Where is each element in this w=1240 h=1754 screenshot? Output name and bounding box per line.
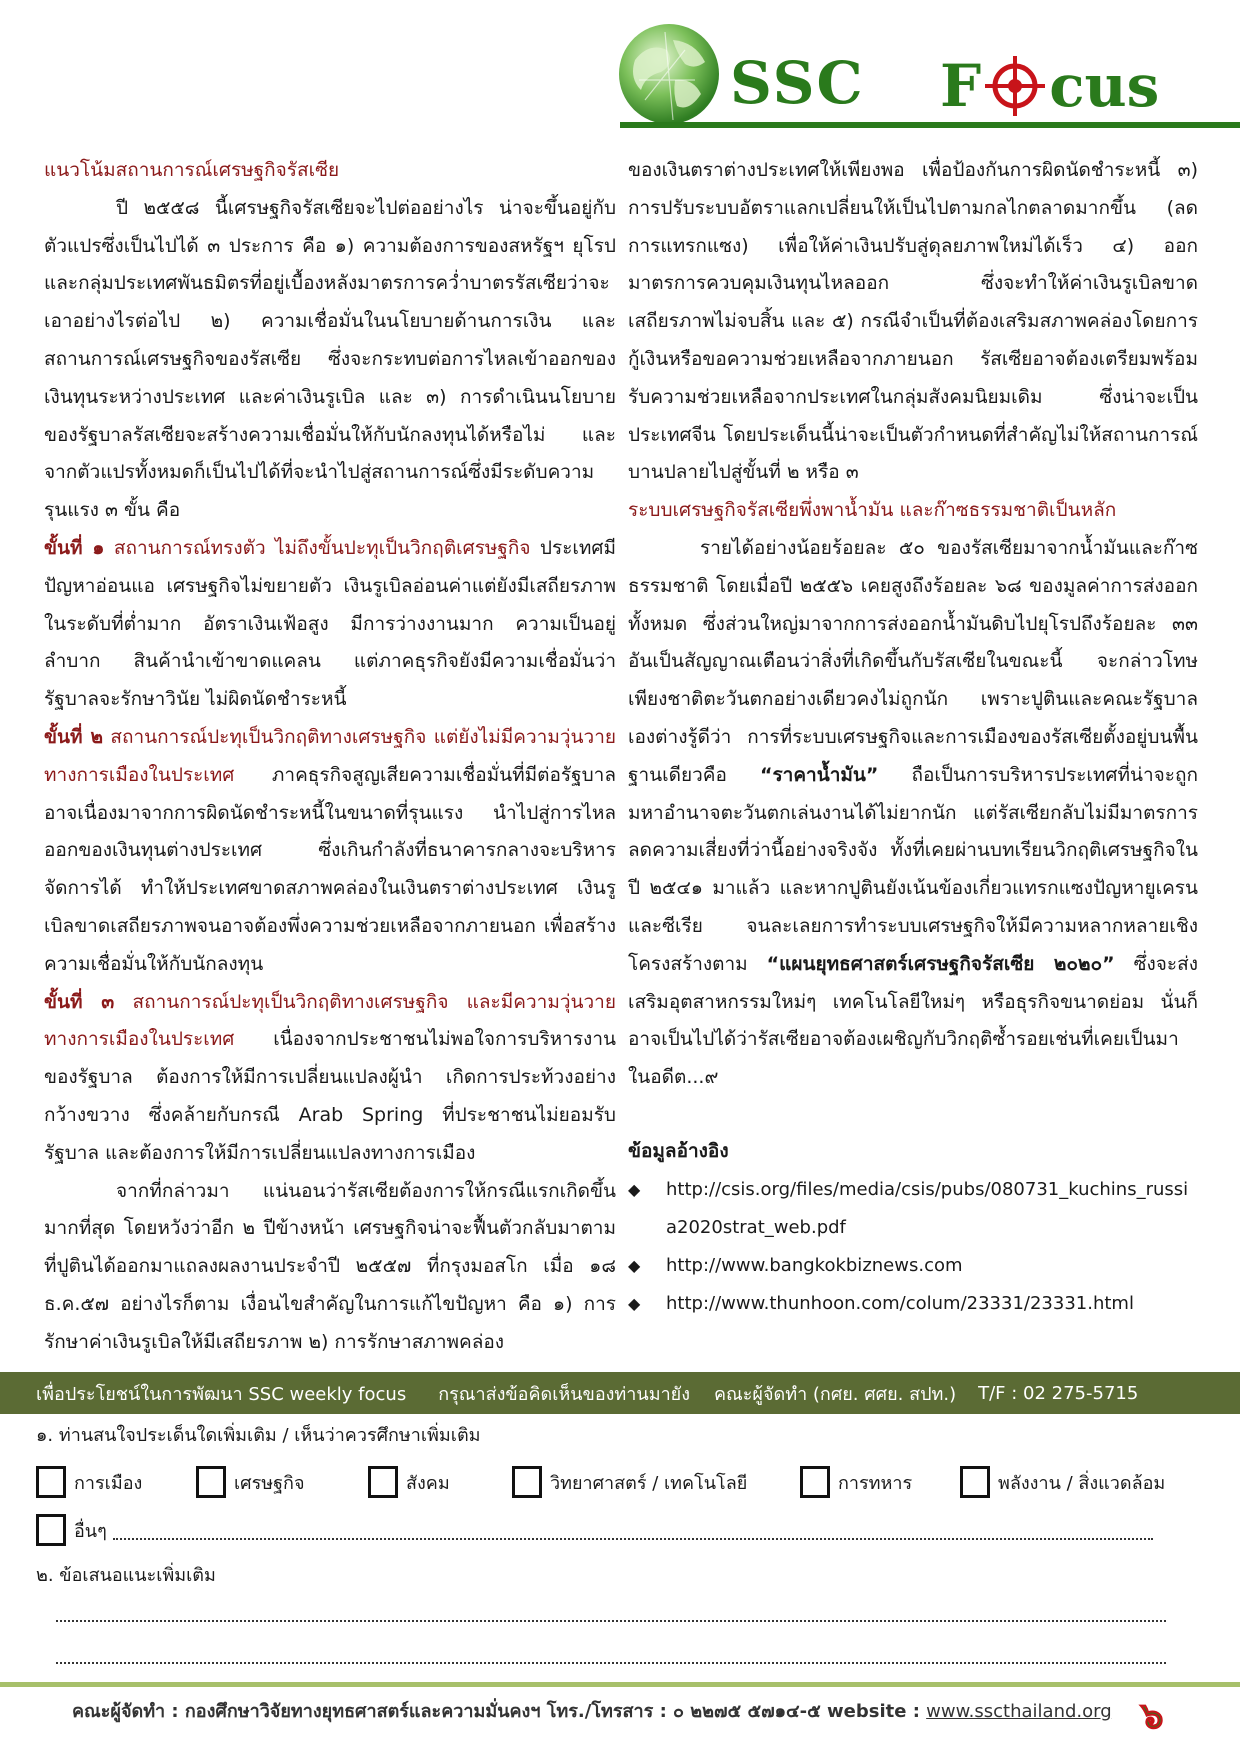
stage-2-text: ภาคธุรกิจสูญเสียความเชื่อมั่นที่มีต่อรัฐบาล อาจเนื่องมาจากการผิดนัดชำระหนี้ในขนาดที่รุนแรง นำไปสู่การไหลออกของเงินทุนต่างประเทศ ซึ่งเกินกำลังที่ธนาคารกลางจะบริหารจัดการได้ ทำให้ประเทศขาดสภาพคล่องในเงินตราต่างประเทศ เงินรูเบิลขาดเสถียรภาพจนอาจต้องพึ่งความช่วยเหลือจากภายนอก เพื่อสร้างความเชื่อมั่นให้กับนักลงทุน — [44, 763, 616, 975]
option-economy[interactable] — [196, 1466, 305, 1498]
stage-2-label: ขั้นที่ ๒ — [44, 725, 103, 748]
oil-quote-price: “ราคาน้ำมัน” — [759, 763, 879, 786]
diamond-bullet-icon: ◆ — [628, 1179, 641, 1199]
checkbox[interactable] — [960, 1466, 990, 1498]
oil-paragraph — [628, 530, 1198, 1097]
footer-contact: คณะผู้จัดทำ : กองศึกษาวิจัยทางยุทธศาสตร์และความมั่นคงฯ โทร./โทรสาร : ๐ ๒๒๗๕ ๕๗๑๔-๕ website : — [72, 1701, 927, 1722]
option-society[interactable] — [368, 1466, 450, 1498]
footer — [72, 1696, 1112, 1725]
stage-1-text: ประเทศมีปัญหาอ่อนแอ เศรษฐกิจไม่ขยายตัว เงินรูเบิลอ่อนค่าแต่ยังมีเสถียรภาพในระดับที่ต่ำมาก อัตราเงินเฟ้อสูง มีการว่างงานมาก ความเป็นอยู่ลำบาก สินค้านำเข้าขาดแคลน แต่ภาคธุรกิจยังมีความเชื่อมั่นว่ารัฐบาลจะรักษาวินัย ไม่ผิดนัดชำระหนี้ — [44, 536, 616, 711]
feedback-team: คณะผู้จัดทำ (กศย. ศศย. สปท.) — [714, 1383, 957, 1405]
reference-link[interactable]: http://csis.org/files/media/csis/pubs/080731_kuchins_russia2020strat_web.pdf — [666, 1178, 1189, 1238]
checkbox[interactable] — [36, 1466, 66, 1498]
option-science[interactable] — [512, 1466, 747, 1498]
reference-item — [628, 1247, 1198, 1285]
brand-focus — [940, 54, 1159, 118]
feedback-request: กรุณาส่งข้อคิดเห็นของท่านมายัง — [438, 1383, 691, 1405]
option-military[interactable] — [800, 1466, 912, 1498]
checkbox[interactable] — [512, 1466, 542, 1498]
option-label: เศรษฐกิจ — [234, 1472, 305, 1494]
question-2: ๒. ข้อเสนอแนะเพิ่มเติม — [36, 1565, 216, 1586]
stage-3-label: ขั้นที่ ๓ — [44, 990, 115, 1013]
footer-rule — [0, 1682, 1240, 1687]
crosshair-icon — [983, 54, 1047, 118]
globe-logo-icon — [615, 20, 723, 128]
left-column — [44, 152, 616, 1362]
stage-2-paragraph — [44, 719, 616, 984]
stage-1-title: สถานการณ์ทรงตัว ไม่ถึงขั้นปะทุเป็นวิกฤติเศรษฐกิจ — [113, 536, 531, 559]
references-title: ข้อมูลอ้างอิง — [628, 1139, 729, 1162]
section-heading: ระบบเศรษฐกิจรัสเซียพึ่งพาน้ำมัน และก๊าซธรรมชาติเป็นหลัก — [628, 499, 1117, 522]
stage-2-title: สถานการณ์ปะทุเป็นวิกฤติทางเศรษฐกิจ แต่ยังไม่มีความวุ่นวายทางการเมืองในประเทศ — [44, 725, 616, 786]
feedback-phone: T/F : 02 275-5715 — [978, 1382, 1139, 1404]
checkbox[interactable] — [800, 1466, 830, 1498]
checkbox[interactable] — [368, 1466, 398, 1498]
intro-paragraph: ปี ๒๕๕๘ นี้เศรษฐกิจรัสเซียจะไปต่ออย่างไร น่าจะขึ้นอยู่กับตัวแปรซึ่งเป็นไปได้ ๓ ประการ คือ ๑) ความต้องการของสหรัฐฯ ยุโรป และกลุ่มประเทศพันธมิตรที่อยู่เบื้องหลังมาตรการคว่ำบาตรรัสเซียว่าจะเอาอย่างไรต่อไป ๒) ความเชื่อมั่นในนโยบายด้านการเงิน และสถานการณ์เศรษฐกิจของรัสเซีย ซึ่งจะกระทบต่อการไหลเข้าออกของเงินทุนระหว่างประเทศ และค่าเงินรูเบิล และ ๓) การดำเนินนโยบายของรัฐบาลรัสเซียจะสร้างความเชื่อมั่นให้กับนักลงทุนได้หรือไม่ และจากตัวแปรทั้งหมดก็เป็นไปได้ที่จะนำไปสู่สถานการณ์ซึ่งมีระดับความรุนแรง ๓ ขั้น คือ — [44, 196, 616, 522]
option-label: การเมือง — [74, 1472, 143, 1494]
brand-focus-f: F — [940, 52, 982, 120]
checkbox[interactable] — [196, 1466, 226, 1498]
feedback-band — [0, 1372, 1240, 1414]
reference-link[interactable]: http://www.bangkokbiznews.com — [666, 1254, 963, 1276]
page-number: ๖ — [1140, 1696, 1164, 1737]
question-1: ๑. ท่านสนใจประเด็นใดเพิ่มเติม / เห็นว่าควรศึกษาเพิ่มเติม — [36, 1425, 481, 1446]
oil-text-a: รายได้อย่างน้อยร้อยละ ๕๐ ของรัสเซียมาจากน้ำมันและก๊าซธรรมชาติ โดยเมื่อปี ๒๕๕๖ เคยสูงถึงร้อยละ ๖๘ ของมูลค่าการส่งออกทั้งหมด ซึ่งส่วนใหญ่มาจากการส่งออกน้ำมันดิบไปยุโรปถึงร้อยละ ๓๓ อันเป็นสัญญาณเตือนว่าสิ่งที่เกิดขึ้นกับรัสเซียในขณะนี้ จะกล่าวโทษเพียงชาติตะวันตกอย่างเดียวคงไม่ถูกนัก เพราะปูตินและคณะรัฐบาลเองต่างรู้ดีว่า การที่ระบบเศรษฐกิจและการเมืองของรัสเซียตั้งอยู่บนพื้นฐานเดียวคือ — [628, 536, 1198, 786]
article-heading: แนวโน้มสถานการณ์เศรษฐกิจรัสเซีย — [44, 159, 340, 181]
reference-item — [628, 1285, 1198, 1323]
option-label: พลังงาน / สิ่งแวดล้อม — [998, 1472, 1166, 1494]
reference-link[interactable]: http://www.thunhoon.com/colum/23331/23331.html — [666, 1292, 1134, 1314]
stage-3-paragraph — [44, 984, 616, 1173]
brand-ssc: SSC — [730, 49, 865, 117]
option-other-label: อื่นๆ — [74, 1520, 107, 1542]
option-label: การทหาร — [838, 1472, 913, 1494]
brand-focus-rest: cus — [1049, 52, 1160, 120]
oil-text-c: ซึ่งจะส่งเสริมอุตสาหกรรมใหม่ๆ เทคโนโลยีใหม่ๆ หรือธุรกิจขนาดย่อม นั่นก็อาจเป็นไปได้ว่ารัสเซียอาจต้องเผชิญกับวิกฤติซ้ำรอยเช่นที่เคยเป็นมาในอดีต...๙ — [628, 952, 1198, 1089]
stage-1-paragraph — [44, 530, 616, 719]
oil-quote-strategy: “แผนยุทธศาสตร์เศรษฐกิจรัสเซีย ๒๐๒๐” — [766, 952, 1115, 975]
reference-item — [628, 1171, 1198, 1247]
option-politics[interactable] — [36, 1466, 142, 1498]
other-input-line[interactable] — [113, 1520, 1153, 1540]
masthead — [615, 18, 1240, 130]
stage-1-label: ขั้นที่ ๑ — [44, 536, 105, 559]
suggestion-line-1[interactable] — [56, 1620, 1166, 1622]
stage-3-text: เนื่องจากประชาชนไม่พอใจการบริหารงานของรัฐบาล ต้องการให้มีการเปลี่ยนแปลงผู้นำ เกิดการประท้วงอย่างกว้างขวาง ซึ่งคล้ายกับกรณี Arab Spring ที่ประชาชนไม่ยอมรับรัฐบาล และต้องการให้มีการเปลี่ยนแปลงทางการเมือง — [44, 1028, 616, 1164]
feedback-purpose: เพื่อประโยชน์ในการพัฒนา SSC weekly focus — [36, 1383, 407, 1405]
option-label: สังคม — [406, 1472, 450, 1494]
closing-paragraph: จากที่กล่าวมา แน่นอนว่ารัสเซียต้องการให้กรณีแรกเกิดขึ้นมากที่สุด โดยหวังว่าอีก ๒ ปีข้างหน้า เศรษฐกิจน่าจะฟื้นตัวกลับมาตามที่ปูตินได้ออกมาแถลงผลงานประจำปี ๒๕๕๗ ที่กรุงมอสโก เมื่อ ๑๘ ธ.ค.๕๗ อย่างไรก็ตาม เงื่อนไขสำคัญในการแก้ไขปัญหา คือ ๑) การรักษาค่าเงินรูเบิลให้มีเสถียรภาพ ๒) การรักษาสภาพคล่อง — [44, 1179, 616, 1353]
suggestion-line-2[interactable] — [56, 1662, 1166, 1664]
website-link[interactable]: www.sscthailand.org — [926, 1701, 1112, 1722]
option-energy[interactable] — [960, 1466, 1165, 1498]
option-other[interactable] — [36, 1514, 1153, 1546]
right-column — [628, 152, 1198, 1323]
diamond-bullet-icon: ◆ — [628, 1293, 641, 1313]
checkbox[interactable] — [36, 1514, 66, 1546]
stage-3-title: สถานการณ์ปะทุเป็นวิกฤติทางเศรษฐกิจ และมีความวุ่นวายทางการเมืองในประเทศ — [44, 990, 616, 1051]
interest-options — [36, 1466, 1216, 1510]
diamond-bullet-icon: ◆ — [628, 1255, 641, 1275]
continued-paragraph: ของเงินตราต่างประเทศให้เพียงพอ เพื่อป้องกันการผิดนัดชำระหนี้ ๓) การปรับระบบอัตราแลกเปลี่ยนให้เป็นไปตามกลไกตลาดมากขึ้น (ลดการแทรกแซง) เพื่อให้ค่าเงินปรับสู่ดุลยภาพใหม่ได้เร็ว ๔) ออกมาตรการควบคุมเงินทุนไหลออก ซึ่งจะทำให้ค่าเงินรูเบิลขาดเสถียรภาพไม่จบสิ้น และ ๕) กรณีจำเป็นที่ต้องเสริมสภาพคล่องโดยการกู้เงินหรือขอความช่วยเหลือจากภายนอก รัสเซียอาจต้องเตรียมพร้อมรับความช่วยเหลือจากประเทศในกลุ่มสังคมนิยมเดิม ซึ่งน่าจะเป็นประเทศจีน โดยประเด็นนี้น่าจะเป็นตัวกำหนดที่สำคัญไม่ให้สถานการณ์บานปลายไปสู่ขั้นที่ ๒ หรือ ๓ — [628, 159, 1198, 484]
page-number-icon — [1132, 1692, 1172, 1738]
option-label: วิทยาศาสตร์ / เทคโนโลยี — [550, 1472, 748, 1494]
oil-text-b: ถือเป็นการบริหารประเทศที่น่าจะถูกมหาอำนาจตะวันตกเล่นงานได้ไม่ยากนัก แต่รัสเซียกลับไม่มีมาตรการลดความเสี่ยงที่ว่านี้อย่างจริงจัง ทั้งที่เคยผ่านบทเรียนวิกฤติเศรษฐกิจในปี ๒๕๔๑ มาแล้ว และหากปูตินยังเน้นข้องเกี่ยวแทรกแซงปัญหายูเครนและซีเรีย จนละเลยการทำระบบเศรษฐกิจให้มีความหลากหลายเชิงโครงสร้างตาม — [628, 763, 1199, 975]
header-rule — [620, 122, 1240, 128]
